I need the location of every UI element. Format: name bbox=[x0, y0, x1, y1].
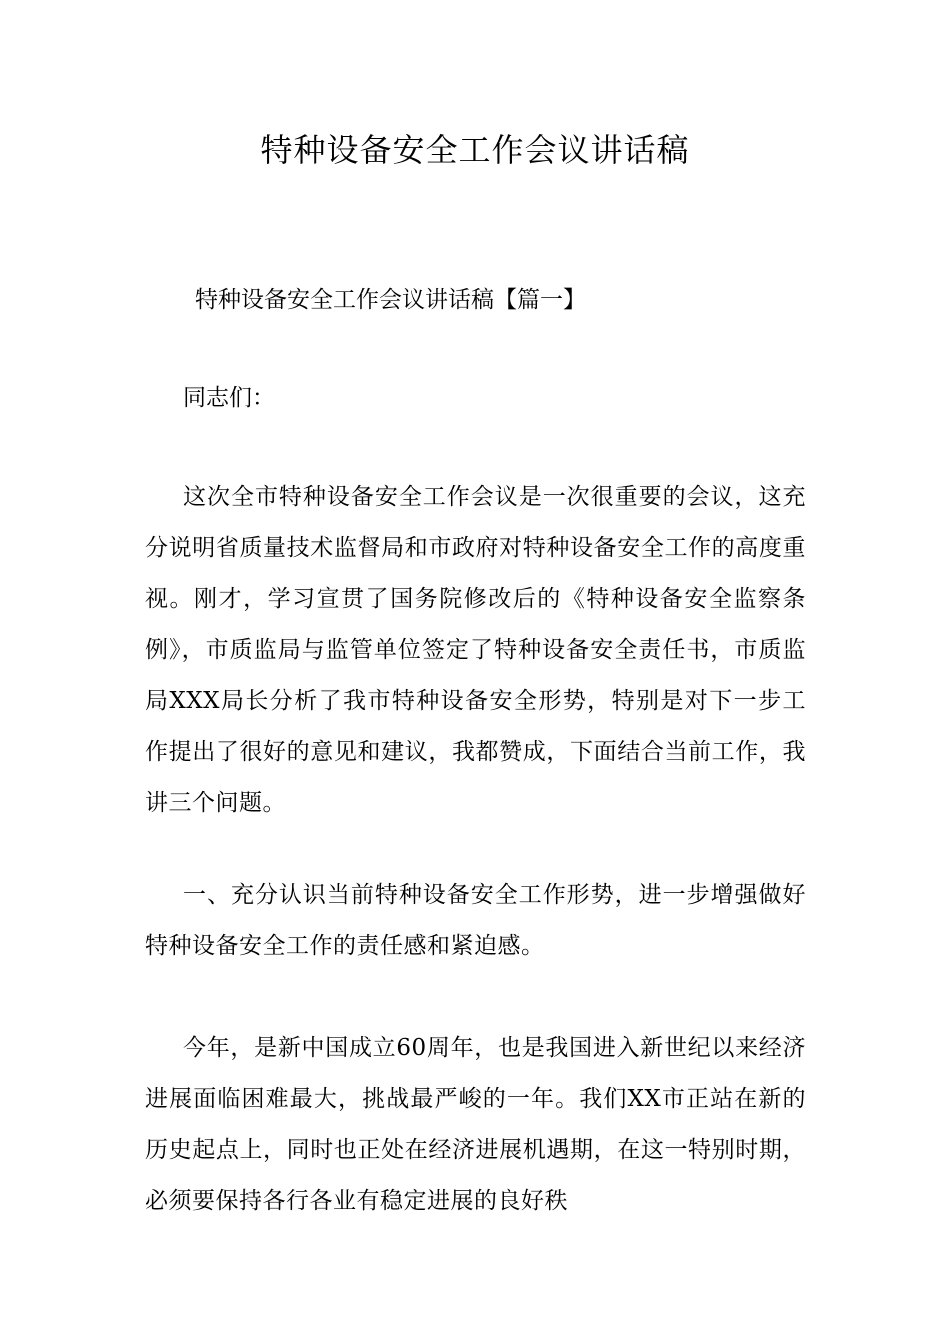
paragraph-this-year: 今年，是新中国成立60周年，也是我国进入新世纪以来经济进展面临困难最大，挑战最严峻的一年。我们XX市正站在新的历史起点上，同时也正处在经济进展机遇期，在这一特别时期，必须要保持各行各业有稳定进展的良好秩 bbox=[145, 1035, 806, 1214]
paragraph-intro: 这次全市特种设备安全工作会议是一次很重要的会议，这充分说明省质量技术监督局和市政府对特种设备安全工作的高度重视。刚才，学习宣贯了国务院修改后的《特种设备安全监察条例》，市质监局与监管单位签定了特种设备安全责任书，市质监局XXX局长分析了我市特种设备安全形势，特别是对下一步工作提出了很好的意见和建议，我都赞成，下面结合当前工作，我讲三个问题。 bbox=[145, 484, 806, 816]
document-title: 特种设备安全工作会议讲话稿 bbox=[260, 131, 690, 169]
salutation: 同志们： bbox=[183, 385, 275, 411]
paragraph-section-one-heading: 一、充分认识当前特种设备安全工作形势，进一步增强做好特种设备安全工作的责任感和紧迫感。 bbox=[145, 882, 806, 959]
document-subtitle: 特种设备安全工作会议讲话稿【篇一】 bbox=[195, 287, 586, 313]
